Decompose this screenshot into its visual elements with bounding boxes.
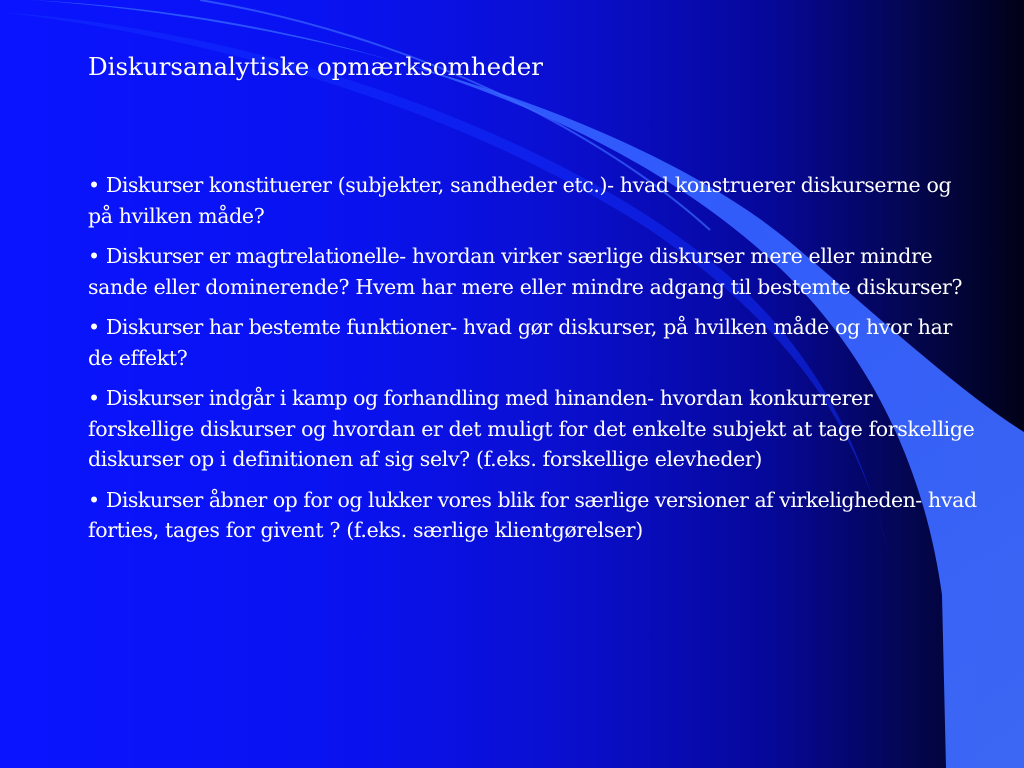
bullet-point-4 — [88, 383, 978, 475]
bullet-point-2 — [88, 241, 978, 302]
bullet-icon: • — [88, 244, 100, 268]
bullet-lead: Diskurser indgår i kamp og forhandling med hinanden — [105, 386, 648, 410]
bullet-text: - hvordan virker særlige diskurser mere eller mindre sande eller dominerende? Hvem har mere eller mindre adgang til bestemte diskurser? — [88, 244, 963, 299]
bullet-list — [88, 170, 978, 556]
bullet-point-5 — [88, 485, 978, 546]
slide-title: Diskursanalytiske opmærksomheder — [88, 52, 543, 81]
bullet-lead: Diskurser har bestemte funktioner — [105, 315, 451, 339]
bullet-lead: Diskurser konstituerer — [105, 173, 332, 197]
bullet-point-1 — [88, 170, 978, 231]
bullet-icon: • — [88, 315, 100, 339]
bullet-text: - hvordan konkurrerer forskellige diskurser og hvordan er det muligt for det enkelte subjekt at tage forskellige diskurser op i definitionen af sig selv? (f.eks. forskellige elevheder) — [88, 386, 975, 471]
bullet-point-3 — [88, 312, 978, 373]
bullet-lead: Diskurser er magtrelationelle — [105, 244, 400, 268]
bullet-lead: Diskurser åbner op for og lukker vores blik for særlige versioner af virkeligheden — [105, 487, 916, 512]
bullet-text: (subjekter, sandheder etc.)- hvad konstruerer diskurserne og på hvilken måde? — [88, 173, 952, 228]
bullet-text: - hvad forties, tages for givent ? (f.eks. særlige klientgørelser) — [88, 487, 977, 542]
bullet-icon: • — [88, 173, 100, 197]
bullet-icon: • — [88, 487, 100, 512]
bullet-icon: • — [88, 386, 100, 410]
bullet-text: - hvad gør diskurser, på hvilken måde og hvor har de effekt? — [88, 315, 952, 370]
